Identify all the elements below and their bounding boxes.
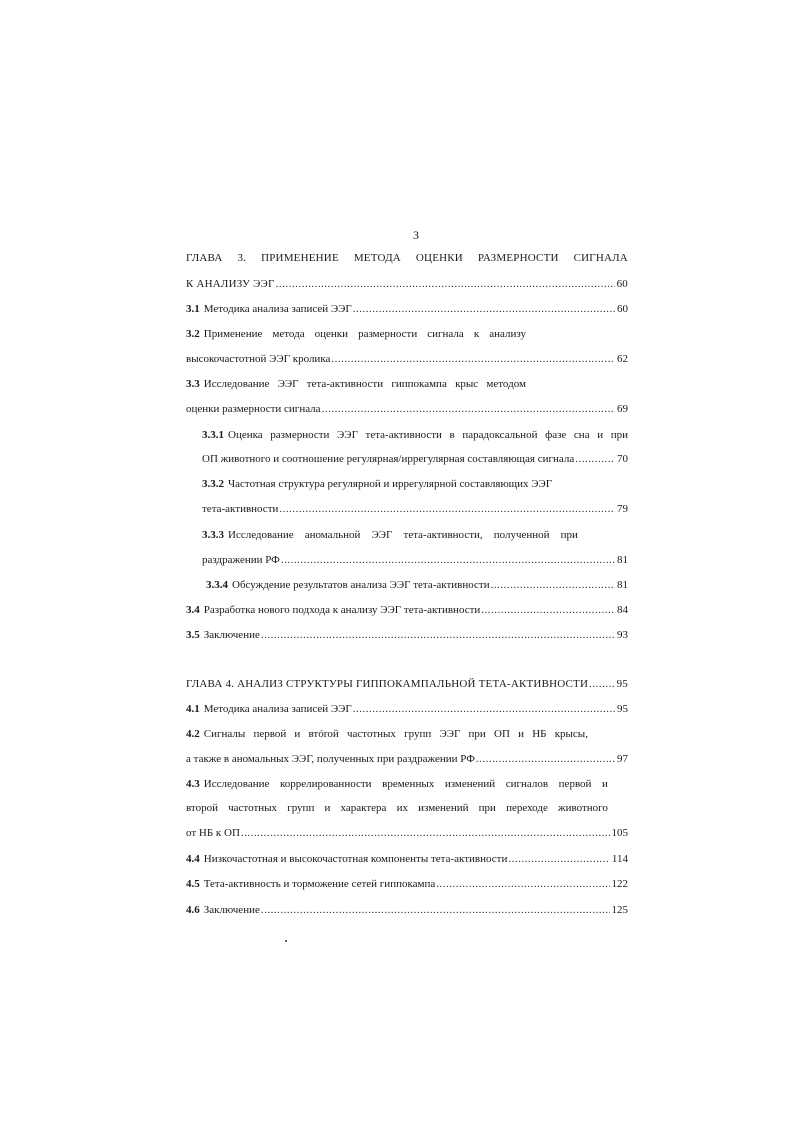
toc-text: Заключение (203, 629, 260, 641)
toc-word: и (597, 429, 604, 441)
toc-number: 3.4 (186, 604, 200, 616)
toc-text: ОП животного и соотношение регулярная/иррегулярная составляющая сигнала (202, 453, 575, 465)
toc-word: ЭЭГ (371, 529, 393, 541)
toc-entry-3-1[interactable] (186, 302, 628, 316)
toc-leader-dots (322, 402, 615, 416)
toc-word: при (468, 728, 486, 740)
toc-word: при (560, 529, 578, 541)
toc-word: тета-активности (306, 378, 384, 390)
toc-entry-3-2-line-2[interactable] (186, 352, 628, 366)
toc-text: тета-активности (202, 503, 279, 515)
toc-number: 3.3.3 (202, 529, 224, 541)
toc-word: изменений (418, 802, 469, 814)
toc-word: ОЦЕНКИ (415, 252, 463, 264)
page-number: 3 (413, 228, 419, 242)
toc-page: 114 (611, 853, 628, 865)
toc-entry-3-4[interactable] (186, 603, 628, 617)
toc-word: ЭЭГ (439, 728, 461, 740)
toc-text (204, 727, 588, 741)
toc-text: ГЛАВА 4. АНАЛИЗ СТРУКТУРЫ ГИППОКАМПАЛЬНОЙ ТЕТА-АКТИВНОСТИ (186, 678, 589, 690)
toc-entry-4-4[interactable] (186, 852, 628, 866)
toc-word: групп (287, 802, 315, 814)
toc-page: 95 (616, 678, 628, 690)
toc-text (186, 251, 628, 265)
toc-number: 3.3 (186, 378, 200, 390)
toc-number: 4.4 (186, 853, 200, 865)
toc-text: Разработка нового подхода к анализу ЭЭГ тета-активности (203, 604, 481, 616)
toc-number: 3.3.1 (202, 429, 224, 441)
toc-word: коррелированности (279, 778, 372, 790)
toc-leader-dots (508, 852, 610, 866)
toc-page: 122 (611, 878, 628, 890)
toc-text: Обсуждение результатов анализа ЭЭГ тета-активности (232, 579, 490, 591)
toc-entry-4-2-line-2[interactable] (186, 752, 628, 766)
toc-page: 84 (617, 604, 628, 616)
toc-word: ПРИМЕНЕНИЕ (261, 252, 339, 264)
toc-word: частотных (347, 728, 396, 740)
toc-entry-4-3-line-2[interactable] (186, 801, 608, 815)
toc-entry-4-2-line-1[interactable] (186, 727, 588, 741)
toc-word: при (610, 429, 628, 441)
toc-word: тета-активности (365, 429, 442, 441)
toc-text: Тета-активность и торможение сетей гиппокампа (203, 878, 436, 890)
toc-word: групп (404, 728, 432, 740)
toc-chapter-4-title[interactable] (186, 677, 628, 691)
toc-word: гиппокампа (391, 378, 447, 390)
toc-text (204, 377, 526, 391)
scan-speck (285, 940, 287, 942)
toc-number: 4.3 (186, 778, 200, 790)
toc-number: 3.3.4 (206, 579, 228, 591)
toc-number: 4.5 (186, 878, 200, 890)
toc-number: 3.5 (186, 629, 200, 641)
toc-number: 4.2 (186, 728, 200, 740)
toc-word: и (294, 728, 301, 740)
toc-word: к (473, 328, 480, 340)
toc-text: высокочастотной ЭЭГ кролика (186, 353, 331, 365)
toc-word: при (478, 802, 496, 814)
toc-leader-dots (353, 702, 615, 716)
toc-word: Исследование (203, 778, 270, 790)
toc-entry-3-3-4[interactable] (206, 578, 628, 592)
toc-word: изменений (444, 778, 496, 790)
toc-word: и (518, 728, 525, 740)
toc-leader-dots (353, 302, 615, 316)
toc-page: 69 (617, 403, 628, 415)
toc-chapter-3-title-line-2[interactable] (186, 277, 628, 291)
toc-number: 3.1 (186, 303, 200, 315)
toc-word: первой (558, 778, 592, 790)
toc-page: 125 (611, 904, 628, 916)
toc-word: в (449, 429, 455, 441)
toc-page: 105 (611, 827, 628, 839)
toc-word: метода (272, 328, 305, 340)
toc-entry-4-3-line-1[interactable] (186, 777, 608, 791)
toc-word: Оценка (228, 429, 263, 441)
toc-word: характера (340, 802, 387, 814)
toc-word: НБ (532, 728, 547, 740)
toc-word: второй (186, 802, 218, 814)
toc-word: размерности (270, 429, 330, 441)
toc-word: Исследование (203, 378, 270, 390)
toc-text: оценки размерности сигнала (186, 403, 321, 415)
toc-word: фазе (545, 429, 567, 441)
toc-text (228, 428, 628, 442)
toc-entry-3-3-3-line-1[interactable] (202, 528, 578, 542)
toc-leader-dots (491, 578, 615, 592)
toc-word: полученной (493, 529, 550, 541)
toc-word: ГЛАВА (186, 252, 223, 264)
toc-text: Методика анализа записей ЭЭГ (203, 703, 352, 715)
toc-word: животного (557, 802, 608, 814)
toc-text (228, 528, 578, 542)
toc-leader-dots (589, 677, 614, 691)
toc-text: Методика анализа записей ЭЭГ (203, 303, 352, 315)
toc-page: 60 (616, 278, 628, 290)
toc-word: крыс (455, 378, 479, 390)
toc-entry-3-3-line-2[interactable] (186, 402, 628, 416)
toc-text: Заключение (203, 904, 260, 916)
toc-word: оценки (314, 328, 349, 340)
toc-leader-dots (276, 277, 615, 291)
toc-word: сигналов (505, 778, 549, 790)
toc-text (186, 801, 608, 815)
toc-page: 62 (617, 353, 628, 365)
toc-word: Применение (203, 328, 263, 340)
toc-page: 81 (617, 554, 628, 566)
toc-word: Сигналы (203, 728, 246, 740)
toc-chapter-3-title-line-1 (186, 251, 628, 265)
toc-word: методом (486, 378, 526, 390)
toc-word: сигнала (427, 328, 464, 340)
toc-word: переходе (506, 802, 548, 814)
toc-entry-3-3-1-line-1[interactable] (202, 428, 628, 442)
toc-number: 4.6 (186, 904, 200, 916)
toc-word: ЭЭГ (277, 378, 299, 390)
toc-entry-4-1[interactable] (186, 702, 628, 716)
toc-text: Низкочастотная и высокочастотная компоненты тета-активности (203, 853, 508, 865)
toc-page: 97 (617, 753, 628, 765)
toc-word: и (324, 802, 331, 814)
toc-word: размерности (358, 328, 418, 340)
toc-text: Частотная структура регулярной и иррегулярной составляющих ЭЭГ (228, 478, 553, 490)
toc-leader-dots (241, 826, 610, 840)
toc-word: 3. (237, 252, 247, 264)
toc-leader-dots (261, 903, 610, 917)
toc-entry-4-6[interactable] (186, 903, 628, 917)
toc-word: временных (382, 778, 435, 790)
toc-leader-dots (476, 752, 615, 766)
toc-word: тета-активности, (403, 529, 483, 541)
toc-leader-dots (331, 352, 615, 366)
toc-page: 70 (617, 453, 628, 465)
toc-page: 60 (617, 303, 628, 315)
toc-word: парадоксальной (462, 429, 538, 441)
toc-entry-4-3-line-3[interactable] (186, 826, 628, 840)
toc-leader-dots (279, 502, 615, 516)
toc-page: 93 (617, 629, 628, 641)
toc-page: 95 (617, 703, 628, 715)
toc-word: крысы, (554, 728, 588, 740)
toc-number: 4.1 (186, 703, 200, 715)
toc-number: 3.3.2 (202, 478, 224, 490)
toc-text: К АНАЛИЗУ ЭЭГ (186, 278, 275, 290)
toc-text (204, 777, 608, 791)
toc-word: втórой (308, 728, 339, 740)
toc-entry-3-3-2-line-1[interactable] (202, 477, 628, 491)
toc-text: от НБ к ОП (186, 827, 240, 839)
toc-entry-3-5[interactable] (186, 628, 628, 642)
toc-word: МЕТОДА (353, 252, 401, 264)
toc-word: аномальной (304, 529, 361, 541)
toc-text: а также в аномальных ЭЭГ, полученных при раздражении РФ (186, 753, 475, 765)
toc-word: частотных (228, 802, 278, 814)
toc-word: и (602, 778, 608, 790)
toc-entry-3-3-1-line-2[interactable] (202, 452, 628, 466)
toc-text: раздражении РФ (202, 554, 280, 566)
toc-number: 3.2 (186, 328, 200, 340)
toc-leader-dots (261, 628, 615, 642)
toc-page: 81 (617, 579, 628, 591)
toc-text (204, 327, 526, 341)
toc-entry-3-3-2-line-2[interactable] (202, 502, 628, 516)
toc-word: сна (573, 429, 590, 441)
toc-word: СИГНАЛА (573, 252, 628, 264)
toc-leader-dots (481, 603, 615, 617)
toc-word: их (396, 802, 408, 814)
toc-leader-dots (575, 452, 615, 466)
toc-entry-3-2-line-1[interactable] (186, 327, 526, 341)
toc-leader-dots (436, 877, 609, 891)
toc-word: Исследование (228, 529, 294, 541)
toc-entry-3-3-line-1[interactable] (186, 377, 526, 391)
toc-word: анализу (489, 328, 526, 340)
toc-entry-3-3-3-line-2[interactable] (202, 553, 628, 567)
toc-word: первой (253, 728, 287, 740)
toc-leader-dots (281, 553, 615, 567)
toc-word: ОП (494, 728, 510, 740)
toc-page: 79 (617, 503, 628, 515)
toc-word: РАЗМЕРНОСТИ (477, 252, 559, 264)
toc-word: ЭЭГ (337, 429, 358, 441)
toc-entry-4-5[interactable] (186, 877, 628, 891)
